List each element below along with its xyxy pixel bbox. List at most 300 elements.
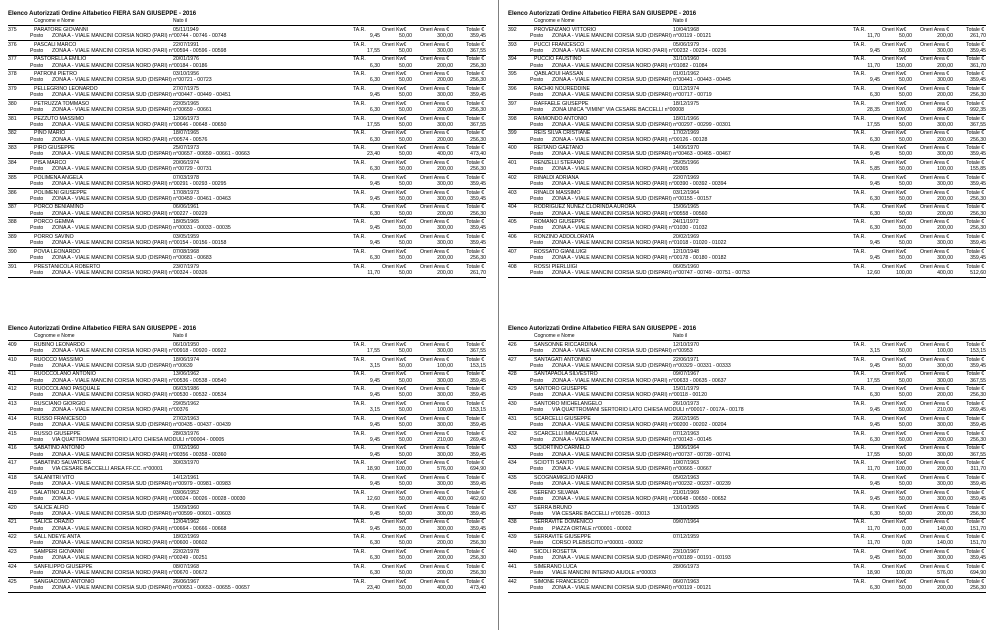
record-line-detail xyxy=(508,570,986,576)
table-row xyxy=(508,144,986,159)
value-totale: 155,85 xyxy=(970,166,986,173)
record-number: 408 xyxy=(508,263,517,270)
record-location: ZONA A - VIALE MANCINI CORSIA SUD (DISPARI) n°00729 - 00731 xyxy=(52,166,212,173)
label-oneri-area: Oneri Area € xyxy=(420,41,450,48)
record-number: 387 xyxy=(8,204,17,211)
label-oneri-kw: Oneri Kw€ xyxy=(882,430,907,437)
record-name: RENZELLI STEFANO xyxy=(534,159,585,166)
record-birthdate: 18/12/1975 xyxy=(673,100,699,107)
value-oneri-kw: 50,00 xyxy=(899,210,912,217)
label-totale: Totale € xyxy=(466,578,485,585)
label-oneri-area: Oneri Area € xyxy=(420,248,450,255)
label-posto: Posto xyxy=(30,254,44,261)
value-oneri-area: 300,00 xyxy=(437,377,453,384)
record-line-main xyxy=(8,160,486,166)
record-line-detail xyxy=(8,270,486,276)
value-totale: 256,30 xyxy=(970,392,986,399)
value-totale: 367,55 xyxy=(970,121,986,128)
value-totale: 256,30 xyxy=(970,92,986,99)
table-row xyxy=(508,400,986,415)
label-totale: Totale € xyxy=(466,233,485,240)
value-oneri-area: 200,00 xyxy=(937,466,953,473)
value-tar: 9,45 xyxy=(869,407,880,414)
label-oneri-kw: Oneri Kw€ xyxy=(882,563,907,570)
record-birthdate: 28/03/1976 xyxy=(173,430,199,437)
label-posto: Posto xyxy=(30,569,44,576)
label-oneri-area: Oneri Area € xyxy=(420,371,450,378)
value-tar: 17,55 xyxy=(367,121,380,128)
record-number: 378 xyxy=(8,71,17,78)
table-row xyxy=(8,174,486,189)
value-oneri-area: 400,00 xyxy=(437,151,453,158)
label-tar: TA.R. xyxy=(353,548,366,555)
label-totale: Totale € xyxy=(966,489,985,496)
record-number: 383 xyxy=(8,145,17,152)
label-totale: Totale € xyxy=(466,115,485,122)
record-number: 376 xyxy=(8,41,17,48)
label-oneri-area: Oneri Area € xyxy=(420,204,450,211)
record-birthdate: 03/05/1959 xyxy=(173,233,199,240)
record-birthdate: 20/06/1974 xyxy=(173,159,199,166)
record-line-main xyxy=(508,445,986,451)
record-number: 382 xyxy=(8,130,17,137)
label-oneri-area: Oneri Area € xyxy=(920,504,950,511)
value-oneri-kw: 50,00 xyxy=(899,225,912,232)
value-oneri-area: 200,00 xyxy=(437,269,453,276)
record-line-detail xyxy=(508,33,986,39)
record-location: CORSO PLEBISCITO n°00001 - 00002 xyxy=(552,540,643,547)
record-line-detail xyxy=(508,392,986,398)
record-location: ZONA A - VIALE MANCINI CORSIA SUD (DISPARI) n°00681 - 00683 xyxy=(52,254,212,261)
label-posto: Posto xyxy=(30,225,44,232)
record-location: ZONA A - VIALE MANCINI CORSIA NORD (PARI) n°00664 - 00666 - 00668 xyxy=(52,525,227,532)
table-row xyxy=(8,115,486,130)
value-tar: 23,40 xyxy=(367,584,380,591)
record-birthdate: 23/10/1967 xyxy=(673,548,699,555)
table-row xyxy=(8,385,486,400)
label-tar: TA.R. xyxy=(353,356,366,363)
record-birthdate: 24/11/1972 xyxy=(673,219,699,226)
label-totale: Totale € xyxy=(966,474,985,481)
value-oneri-area: 200,00 xyxy=(937,584,953,591)
label-totale: Totale € xyxy=(466,356,485,363)
record-line-main xyxy=(8,145,486,151)
record-location: ZONA A - VIALE MANCINI CORSIA NORD (PARI) n°01082 - 01084 xyxy=(552,62,708,69)
record-birthdate: 26/02/1965 xyxy=(673,415,699,422)
value-oneri-kw: 50,00 xyxy=(899,436,912,443)
record-name: SANTAGATI ANTONINO xyxy=(534,356,592,363)
label-posto: Posto xyxy=(30,421,44,428)
table-row xyxy=(8,519,486,534)
label-oneri-kw: Oneri Kw€ xyxy=(882,56,907,63)
table-row xyxy=(508,563,986,578)
record-line-detail xyxy=(8,77,486,83)
value-totale: 153,15 xyxy=(470,407,486,414)
record-number: 427 xyxy=(508,356,517,363)
value-tar: 6,30 xyxy=(369,106,380,113)
table-row xyxy=(508,489,986,504)
record-number: 407 xyxy=(508,248,517,255)
record-number: 384 xyxy=(8,159,17,166)
label-tar: TA.R. xyxy=(853,474,866,481)
label-oneri-area: Oneri Area € xyxy=(920,174,950,181)
record-location: ZONA A - VIALE MANCINI CORSIA NORD (PARI) n°00249 - 00251 xyxy=(52,555,208,562)
label-totale: Totale € xyxy=(466,386,485,393)
table-row xyxy=(8,85,486,100)
table-row xyxy=(508,85,986,100)
record-number: 434 xyxy=(508,460,517,467)
value-oneri-kw: 50,00 xyxy=(399,210,412,217)
label-totale: Totale € xyxy=(966,371,985,378)
record-name: PARATORE GIOVANNI xyxy=(34,26,89,33)
label-tar: TA.R. xyxy=(853,445,866,452)
value-totale: 359,45 xyxy=(470,92,486,99)
value-tar: 9,45 xyxy=(369,525,380,532)
column-subheader xyxy=(8,18,486,24)
record-birthdate: 18/06/1964 xyxy=(673,445,699,452)
value-oneri-area: 300,00 xyxy=(437,225,453,232)
record-location: ZONA A - VIALE MANCINI CORSIA SUD (DISPARI) n°00031 - 00033 - 00035 xyxy=(52,225,231,232)
record-number: 398 xyxy=(508,115,517,122)
record-line-detail xyxy=(508,555,986,561)
record-number: 385 xyxy=(8,174,17,181)
record-birthdate: 08/07/1968 xyxy=(173,563,199,570)
record-number: 401 xyxy=(508,159,517,166)
record-number: 409 xyxy=(8,341,17,348)
label-totale: Totale € xyxy=(466,130,485,137)
table-row xyxy=(508,356,986,371)
label-totale: Totale € xyxy=(466,189,485,196)
label-oneri-area: Oneri Area € xyxy=(420,430,450,437)
value-tar: 17,55 xyxy=(867,451,880,458)
value-oneri-area: 864,00 xyxy=(937,106,953,113)
label-posto: Posto xyxy=(530,136,544,143)
table-row xyxy=(8,356,486,371)
label-oneri-area: Oneri Area € xyxy=(920,41,950,48)
record-location: ZONA A - VIALE MANCINI CORSIA NORD (PARI) n°00536 - 00538 - 00540 xyxy=(52,377,227,384)
value-tar: 23,40 xyxy=(367,151,380,158)
label-oneri-kw: Oneri Kw€ xyxy=(882,504,907,511)
col-born-header: Nato il xyxy=(673,333,688,339)
label-totale: Totale € xyxy=(966,159,985,166)
value-oneri-kw: 50,00 xyxy=(399,77,412,84)
value-totale: 256,30 xyxy=(970,210,986,217)
label-totale: Totale € xyxy=(466,563,485,570)
value-tar: 6,30 xyxy=(869,210,880,217)
record-line-detail xyxy=(508,407,986,413)
label-tar: TA.R. xyxy=(353,445,366,452)
record-line-main xyxy=(508,371,986,377)
record-line-detail xyxy=(508,466,986,472)
label-oneri-kw: Oneri Kw€ xyxy=(882,248,907,255)
col-name-header: Cognome e Nome xyxy=(34,18,75,24)
label-tar: TA.R. xyxy=(853,100,866,107)
record-name: PUCCIO FAUSTINO xyxy=(534,56,582,63)
record-birthdate: 15/09/1960 xyxy=(173,504,199,511)
document-title: Elenco Autorizzati Ordine Alfabetico FIERA SAN GIUSEPPE - 2016 xyxy=(508,11,697,17)
value-oneri-kw: 100,00 xyxy=(896,269,912,276)
record-line-main xyxy=(8,219,486,225)
label-oneri-area: Oneri Area € xyxy=(920,130,950,137)
label-oneri-area: Oneri Area € xyxy=(420,445,450,452)
record-line-detail xyxy=(508,437,986,443)
record-birthdate: 22/05/1965 xyxy=(173,100,199,107)
value-totale: 256,30 xyxy=(470,555,486,562)
label-posto: Posto xyxy=(530,166,544,173)
value-oneri-area: 400,00 xyxy=(937,269,953,276)
label-tar: TA.R. xyxy=(353,534,366,541)
label-tar: TA.R. xyxy=(853,174,866,181)
value-totale: 512,60 xyxy=(970,269,986,276)
record-number: 397 xyxy=(508,100,517,107)
table-row xyxy=(8,100,486,115)
value-oneri-kw: 50,00 xyxy=(899,584,912,591)
record-name: PIRO GIUSEPPE xyxy=(34,145,75,152)
value-tar: 3,15 xyxy=(369,407,380,414)
value-oneri-kw: 50,00 xyxy=(899,254,912,261)
label-tar: TA.R. xyxy=(353,233,366,240)
record-name: SCIORTINO CARMELO xyxy=(534,445,590,452)
label-tar: TA.R. xyxy=(853,41,866,48)
record-number: 419 xyxy=(8,489,17,496)
record-line-detail xyxy=(8,196,486,202)
label-oneri-kw: Oneri Kw€ xyxy=(882,519,907,526)
value-oneri-kw: 50,00 xyxy=(399,481,412,488)
record-name: POLIMENA ANGELA xyxy=(34,174,83,181)
label-oneri-kw: Oneri Kw€ xyxy=(882,400,907,407)
label-oneri-kw: Oneri Kw€ xyxy=(382,534,407,541)
value-totale: 359,45 xyxy=(470,33,486,39)
label-totale: Totale € xyxy=(466,504,485,511)
record-number: 414 xyxy=(8,415,17,422)
value-tar: 6,30 xyxy=(869,584,880,591)
label-posto: Posto xyxy=(30,136,44,143)
label-oneri-kw: Oneri Kw€ xyxy=(382,219,407,226)
label-posto: Posto xyxy=(530,240,544,247)
record-line-main xyxy=(508,264,986,270)
value-totale: 359,45 xyxy=(970,421,986,428)
label-totale: Totale € xyxy=(966,26,985,33)
record-name: ROMANO GIUSEPPE xyxy=(534,219,586,226)
label-tar: TA.R. xyxy=(353,130,366,137)
record-name: RACHKI NOUREDDINE xyxy=(534,85,590,92)
label-posto: Posto xyxy=(530,569,544,576)
label-oneri-area: Oneri Area € xyxy=(920,115,950,122)
label-oneri-area: Oneri Area € xyxy=(920,415,950,422)
value-oneri-kw: 50,00 xyxy=(899,121,912,128)
value-tar: 3,15 xyxy=(869,348,880,354)
label-posto: Posto xyxy=(530,269,544,276)
table-row xyxy=(508,218,986,233)
record-name: SALL NDEYE ANTA xyxy=(34,534,81,541)
record-name: SERRAVITE GIUSEPPE xyxy=(534,534,591,541)
label-tar: TA.R. xyxy=(853,460,866,467)
value-oneri-area: 300,00 xyxy=(937,47,953,54)
label-oneri-kw: Oneri Kw€ xyxy=(382,56,407,63)
record-number: 402 xyxy=(508,174,517,181)
record-location: ZONA A - VIALE MANCINI CORSIA NORD (PARI) n°00126 - 00128 xyxy=(552,136,708,143)
table-row xyxy=(508,341,986,356)
table-row xyxy=(8,533,486,548)
label-oneri-kw: Oneri Kw€ xyxy=(382,386,407,393)
table-row xyxy=(508,548,986,563)
record-line-detail xyxy=(508,151,986,157)
label-posto: Posto xyxy=(530,210,544,217)
label-posto: Posto xyxy=(530,421,544,428)
label-totale: Totale € xyxy=(966,115,985,122)
table-row xyxy=(8,474,486,489)
record-birthdate: 05/11/1949 xyxy=(173,26,199,33)
record-birthdate: 31/10/1960 xyxy=(673,56,699,63)
record-location: ZONA A - VIALE MANCINI CORSIA NORD (PARI) n°00200 - 00202 - 00204 xyxy=(552,421,727,428)
value-totale: 359,45 xyxy=(470,481,486,488)
record-birthdate: 22/07/1991 xyxy=(173,41,199,48)
record-name: SALICE ORAZIO xyxy=(34,519,74,526)
label-tar: TA.R. xyxy=(853,430,866,437)
label-oneri-area: Oneri Area € xyxy=(420,189,450,196)
value-totale: 256,30 xyxy=(970,225,986,232)
col-name-header: Cognome e Nome xyxy=(534,18,575,24)
label-totale: Totale € xyxy=(966,534,985,541)
record-birthdate: 07/02/1960 xyxy=(173,445,199,452)
value-tar: 9,45 xyxy=(869,421,880,428)
record-location: ZONA A - VIALE MANCINI CORSIA SUD (DISPARI) n°00329 - 00331 - 00333 xyxy=(552,362,731,369)
value-oneri-kw: 50,00 xyxy=(899,377,912,384)
record-birthdate: 17/08/1973 xyxy=(173,189,199,196)
label-oneri-area: Oneri Area € xyxy=(420,548,450,555)
record-line-main xyxy=(8,416,486,422)
table-row xyxy=(508,174,986,189)
label-posto: Posto xyxy=(530,225,544,232)
value-tar: 6,30 xyxy=(369,555,380,562)
label-posto: Posto xyxy=(530,151,544,158)
record-line-main xyxy=(8,445,486,451)
table-row xyxy=(8,144,486,159)
label-oneri-area: Oneri Area € xyxy=(420,563,450,570)
record-location: ZONA A - VIALE MANCINI CORSIA NORD (PARI) n°00291 - 00293 - 00295 xyxy=(52,180,227,187)
label-tar: TA.R. xyxy=(353,474,366,481)
record-number: 404 xyxy=(508,204,517,211)
record-number: 429 xyxy=(508,386,517,393)
record-line-main xyxy=(508,386,986,392)
label-oneri-kw: Oneri Kw€ xyxy=(882,130,907,137)
col-name-header: Cognome e Nome xyxy=(34,333,75,339)
label-totale: Totale € xyxy=(966,41,985,48)
value-oneri-area: 200,00 xyxy=(937,210,953,217)
value-totale: 256,30 xyxy=(470,569,486,576)
label-oneri-area: Oneri Area € xyxy=(920,100,950,107)
record-number: 377 xyxy=(8,56,17,63)
value-oneri-area: 300,00 xyxy=(437,510,453,517)
value-tar: 9,45 xyxy=(369,195,380,202)
value-totale: 151,70 xyxy=(970,525,986,532)
value-totale: 694,90 xyxy=(470,466,486,473)
label-oneri-area: Oneri Area € xyxy=(420,145,450,152)
value-totale: 694,90 xyxy=(970,569,986,576)
value-oneri-kw: 50,00 xyxy=(399,362,412,369)
record-location: ZONA A - VIALE MANCINI CORSIA NORD (PARI) n°00633 - 00635 - 00637 xyxy=(552,377,727,384)
value-totale: 359,45 xyxy=(970,151,986,158)
label-posto: Posto xyxy=(30,210,44,217)
record-location: ZONA A - VIALE MANCINI CORSIA SUD (DISPARI) n°00441 - 00443 - 00445 xyxy=(552,77,731,84)
value-tar: 6,30 xyxy=(369,540,380,547)
label-posto: Posto xyxy=(30,392,44,399)
record-name: RUSSO FRANCESCO xyxy=(34,415,87,422)
table-row xyxy=(508,204,986,219)
value-oneri-area: 300,00 xyxy=(937,151,953,158)
value-oneri-kw: 50,00 xyxy=(899,240,912,247)
label-oneri-kw: Oneri Kw€ xyxy=(382,85,407,92)
value-oneri-kw: 50,00 xyxy=(399,92,412,99)
record-line-main xyxy=(508,71,986,77)
column-subheader xyxy=(508,333,986,339)
record-birthdate: 07/12/1959 xyxy=(673,534,699,541)
value-oneri-kw: 0,00 xyxy=(901,540,912,547)
record-location: VIA QUATTROMANI SERTORIO LATO CHIESA MODULI n°00004 - 00005 xyxy=(52,436,225,443)
label-oneri-kw: Oneri Kw€ xyxy=(382,174,407,181)
label-tar: TA.R. xyxy=(353,415,366,422)
label-tar: TA.R. xyxy=(853,578,866,585)
value-tar: 17,55 xyxy=(867,121,880,128)
label-oneri-kw: Oneri Kw€ xyxy=(882,174,907,181)
label-oneri-kw: Oneri Kw€ xyxy=(882,371,907,378)
record-line-detail xyxy=(508,166,986,172)
column-subheader xyxy=(8,333,486,339)
label-oneri-area: Oneri Area € xyxy=(420,100,450,107)
value-oneri-area: 100,00 xyxy=(937,348,953,354)
label-oneri-kw: Oneri Kw€ xyxy=(882,100,907,107)
record-line-detail xyxy=(8,122,486,128)
label-posto: Posto xyxy=(30,348,44,354)
record-line-detail xyxy=(8,422,486,428)
record-birthdate: 26/06/1967 xyxy=(173,578,199,585)
record-birthdate: 23/07/1979 xyxy=(173,263,199,270)
value-oneri-kw: 100,00 xyxy=(896,466,912,473)
label-posto: Posto xyxy=(530,510,544,517)
record-location: ZONA A - VIALE MANCINI CORSIA SUD (DISPARI) n°00119 - 00121 xyxy=(552,584,712,591)
record-location: ZONA A - VIALE MANCINI CORSIA SUD (DISPARI) n°00189 - 00191 - 00193 xyxy=(552,555,731,562)
value-tar: 9,45 xyxy=(369,240,380,247)
record-number: 438 xyxy=(508,519,517,526)
record-number: 430 xyxy=(508,400,517,407)
record-birthdate: 07/12/1963 xyxy=(673,430,699,437)
record-location: ZONA A - VIALE MANCINI CORSIA NORD (PARI) n°00530 - 00532 - 00534 xyxy=(52,392,227,399)
label-oneri-area: Oneri Area € xyxy=(920,356,950,363)
record-location: ZONA A - VIALE MANCINI CORSIA SUD (DISPARI) n°00953 xyxy=(552,348,693,354)
record-number: 388 xyxy=(8,219,17,226)
record-location: ZONA A - VIALE MANCINI CORSIA NORD (PARI) n°00324 - 00326 xyxy=(52,269,208,276)
value-oneri-area: 200,00 xyxy=(937,62,953,69)
record-birthdate: 18/06/1974 xyxy=(173,356,199,363)
table-row xyxy=(8,563,486,578)
record-birthdate: 10/04/1968 xyxy=(673,26,699,33)
label-totale: Totale € xyxy=(466,445,485,452)
value-totale: 359,45 xyxy=(970,180,986,187)
record-location: ZONA A - VIALE MANCINI CORSIA NORD (PARI) n°00024 - 00026 - 00028 - 00030 xyxy=(52,495,246,502)
label-oneri-area: Oneri Area € xyxy=(420,56,450,63)
record-birthdate: 10/07/1963 xyxy=(673,460,699,467)
label-posto: Posto xyxy=(530,348,544,354)
value-tar: 5,85 xyxy=(869,166,880,173)
col-born-header: Nato il xyxy=(173,333,188,339)
record-number: 399 xyxy=(508,130,517,137)
value-oneri-area: 300,00 xyxy=(437,195,453,202)
value-oneri-area: 300,00 xyxy=(937,362,953,369)
record-line-main xyxy=(8,116,486,122)
record-location: ZONA A - VIALE MANCINI CORSIA SUD (DISPARI) n°00651 - 00653 - 00655 - 00657 xyxy=(52,584,250,591)
record-number: 441 xyxy=(508,563,517,570)
record-name: SALATINO ALDO xyxy=(34,489,75,496)
